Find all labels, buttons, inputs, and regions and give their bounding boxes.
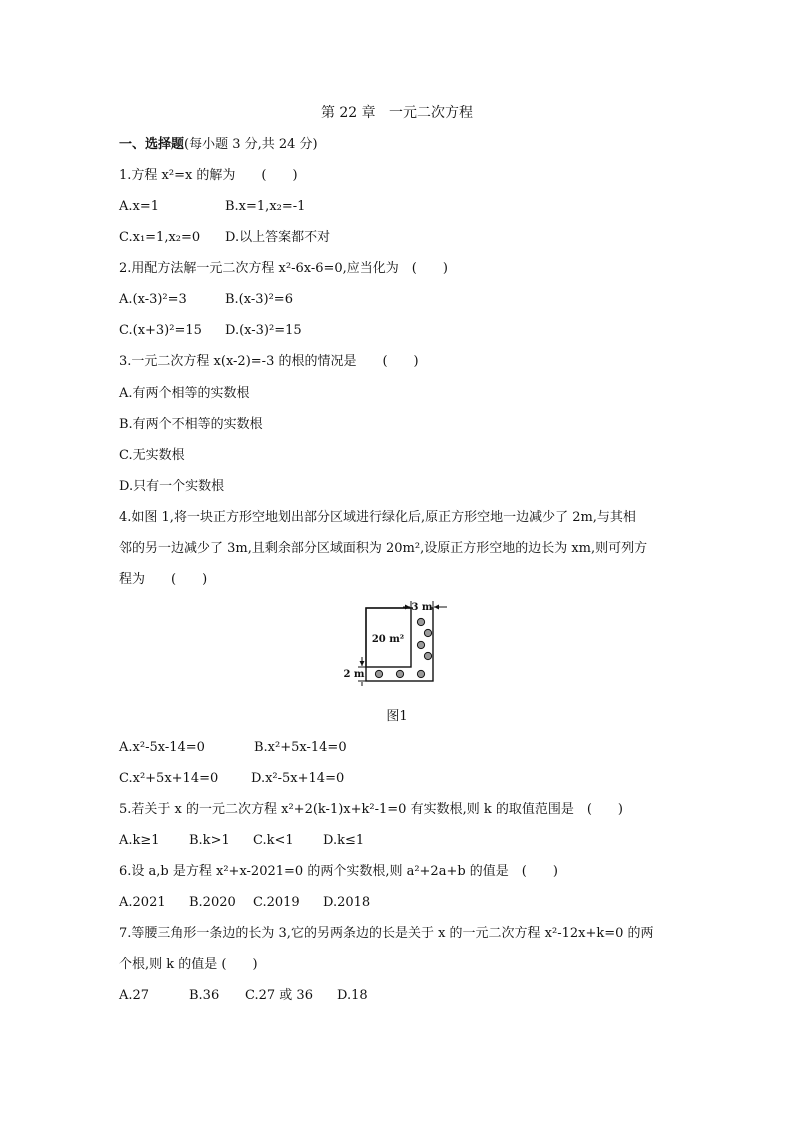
q1-option-b: B.x=1,x₂=-1 <box>225 199 306 214</box>
q1-option-c: C.x₁=1,x₂=0 <box>119 230 201 245</box>
q7-option-b: B.36 <box>189 988 220 1003</box>
section-heading: 一、选择题 <box>119 137 185 152</box>
label-3m: 3 m <box>411 602 433 613</box>
greenery-dot <box>424 629 431 636</box>
arrowhead-right <box>434 605 439 610</box>
q4-option-d: D.x²-5x+14=0 <box>251 771 345 786</box>
label-20m2: 20 m² <box>371 634 405 645</box>
greenery-dot <box>396 670 403 677</box>
q7-option-c: C.27 或 36 <box>245 988 313 1003</box>
section-note: (每小题 3 分,共 24 分) <box>184 137 318 152</box>
figure-1-caption: 图1 <box>386 709 408 724</box>
q3-option-b: B.有两个不相等的实数根 <box>119 417 263 432</box>
q4-option-c: C.x²+5x+14=0 <box>119 771 219 786</box>
greenery-dot <box>375 670 382 677</box>
question-4-stem-line-3: 程为 ( ) <box>119 572 208 587</box>
q6-option-a: A.2021 <box>119 895 166 910</box>
q5-option-c: C.k<1 <box>253 833 294 848</box>
q7-option-d: D.18 <box>337 988 368 1003</box>
figure-1 <box>343 600 453 690</box>
q3-option-c: C.无实数根 <box>119 448 185 463</box>
q5-option-b: B.k>1 <box>189 833 230 848</box>
question-1-stem: 1.方程 x²=x 的解为 ( ) <box>119 168 298 183</box>
q4-option-b: B.x²+5x-14=0 <box>254 740 347 755</box>
q2-option-c: C.(x+3)²=15 <box>119 323 202 338</box>
q2-option-d: D.(x-3)²=15 <box>225 323 302 338</box>
question-5-stem: 5.若关于 x 的一元二次方程 x²+2(k-1)x+k²-1=0 有实数根,则 k 的取值范围是 ( ) <box>119 802 623 817</box>
q4-option-a: A.x²-5x-14=0 <box>119 740 205 755</box>
section-heading-line <box>119 137 318 153</box>
label-2m: 2 m <box>343 669 365 680</box>
greenery-dot <box>417 670 424 677</box>
square-plot-diagram <box>343 600 453 686</box>
question-6-stem: 6.设 a,b 是方程 x²+x-2021=0 的两个实数根,则 a²+2a+b 的值是 ( ) <box>119 864 558 879</box>
arrowhead-left <box>405 605 410 610</box>
greenery-dot <box>424 652 431 659</box>
q1-option-d: D.以上答案都不对 <box>225 230 331 245</box>
q2-option-a: A.(x-3)²=3 <box>119 292 187 307</box>
q3-option-d: D.只有一个实数根 <box>119 479 225 494</box>
q6-option-b: B.2020 <box>189 895 236 910</box>
q3-option-a: A.有两个相等的实数根 <box>119 386 250 401</box>
question-4-stem-line-1: 4.如图 1,将一块正方形空地划出部分区域进行绿化后,原正方形空地一边减少了 2m,与其相 <box>119 510 636 525</box>
greenery-dot <box>417 641 424 648</box>
question-7-stem-line-2: 个根,则 k 的值是 ( ) <box>119 957 258 972</box>
q7-option-a: A.27 <box>119 988 150 1003</box>
question-3-stem: 3.一元二次方程 x(x-2)=-3 的根的情况是 ( ) <box>119 354 419 369</box>
greenery-dot <box>417 618 424 625</box>
q2-option-b: B.(x-3)²=6 <box>225 292 293 307</box>
q5-option-d: D.k≤1 <box>323 833 365 848</box>
q6-option-c: C.2019 <box>253 895 300 910</box>
greenery-dots <box>375 618 431 677</box>
question-7-stem-line-1: 7.等腰三角形一条边的长为 3,它的另两条边的长是关于 x 的一元二次方程 x²-12x+k=0 的两 <box>119 926 654 941</box>
q6-option-d: D.2018 <box>323 895 371 910</box>
question-4-stem-line-2: 邻的另一边减少了 3m,且剩余部分区域面积为 20m²,设原正方形空地的边长为 xm,则可列方 <box>119 541 648 556</box>
q1-option-a: A.x=1 <box>119 199 160 214</box>
chapter-title: 第 22 章 一元二次方程 <box>320 105 474 121</box>
arrowhead-top <box>360 661 365 666</box>
q5-option-a: A.k≥1 <box>119 833 160 848</box>
question-2-stem: 2.用配方法解一元二次方程 x²-6x-6=0,应当化为 ( ) <box>119 261 448 276</box>
